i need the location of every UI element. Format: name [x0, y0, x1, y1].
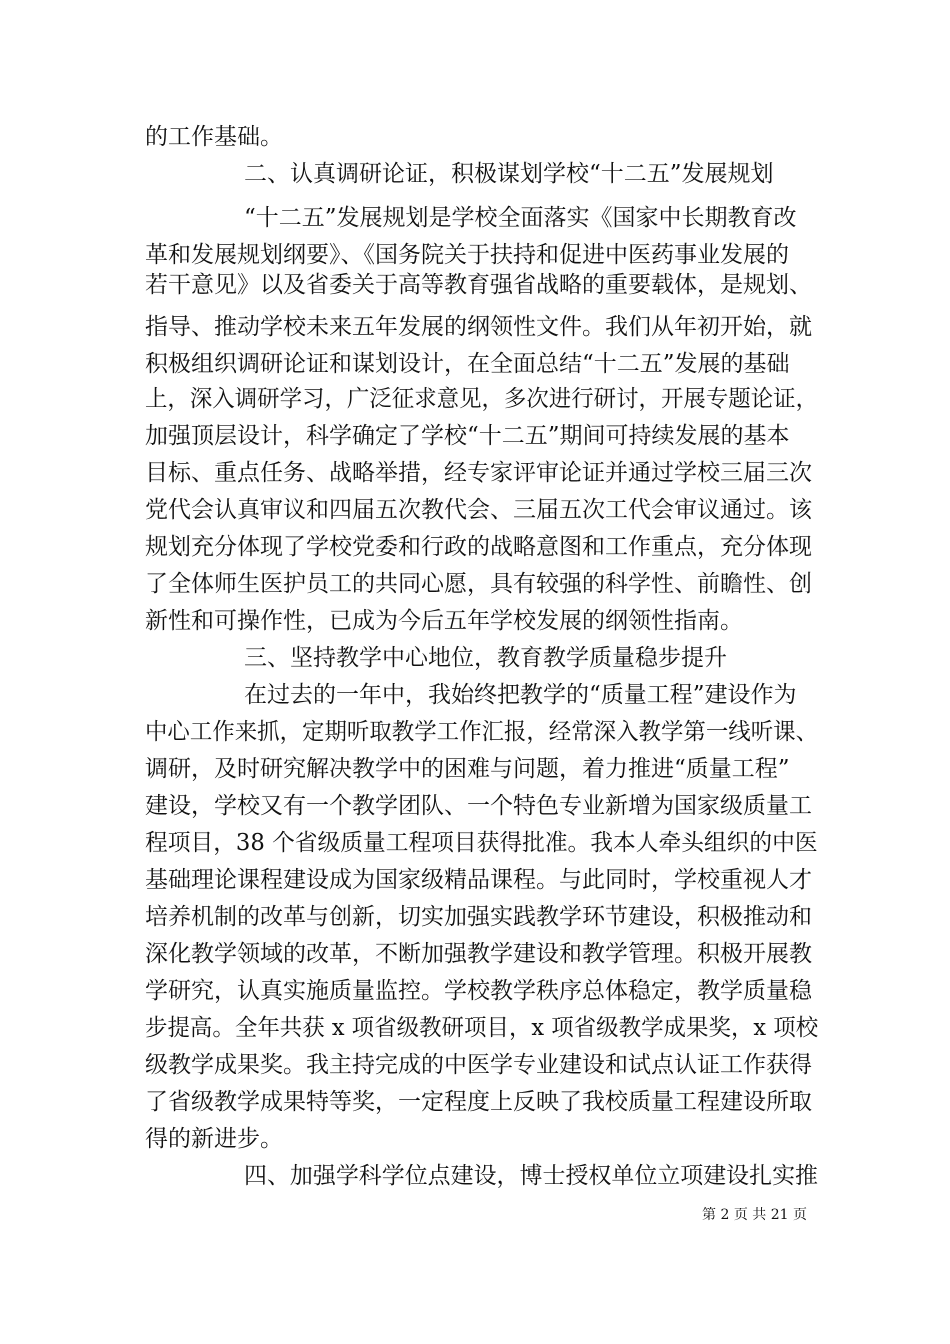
text-line: 目标、重点任务、战略举措，经专家评审论证并通过学校三届三次	[145, 460, 812, 486]
text-line: 步提高。全年共获 x 项省级教研项目，x 项省级教学成果奖，x 项校	[145, 1015, 819, 1041]
text-line: 培养机制的改革与创新，切实加强实践教学环节建设，积极推动和	[145, 904, 812, 930]
text-line: “十二五”发展规划是学校全面落实《国家中长期教育改	[244, 205, 797, 231]
text-line: 建设，学校又有一个教学团队、一个特色专业新增为国家级质量工	[145, 793, 812, 819]
text-line: 程项目，38 个省级质量工程项目获得批准。我本人牵头组织的中医	[145, 830, 818, 856]
text-line: 上，深入调研学习，广泛征求意见，多次进行研讨，开展专题论证，	[145, 386, 818, 412]
text-line: 加强顶层设计，科学确定了学校“十二五”期间可持续发展的基本	[145, 423, 790, 449]
text-line: 级教学成果奖。我主持完成的中医学专业建设和试点认证工作获得	[145, 1052, 812, 1078]
text-line: 新性和可操作性，已成为今后五年学校发展的纲领性指南。	[145, 608, 743, 634]
section-heading-3: 三、坚持教学中心地位，教育教学质量稳步提升	[244, 645, 727, 671]
text-line: 积极组织调研论证和谋划设计，在全面总结“十二五”发展的基础	[145, 351, 790, 377]
text-line: 的工作基础。	[145, 124, 283, 150]
text-line: 深化教学领域的改革，不断加强教学建设和教学管理。积极开展教	[145, 941, 812, 967]
page-number-footer: 第 2 页 共 21 页	[702, 1207, 807, 1223]
text-line: 了全体师生医护员工的共同心愿，具有较强的科学性、前瞻性、创	[145, 571, 812, 597]
text-line: 中心工作来抓，定期听取教学工作汇报，经常深入教学第一线听课、	[145, 719, 818, 745]
text-line: 指导、推动学校未来五年发展的纲领性文件。我们从年初开始，就	[145, 314, 812, 340]
text-line: 学研究，认真实施质量监控。学校教学秩序总体稳定，教学质量稳	[145, 978, 812, 1004]
text-line: 得的新进步。	[145, 1126, 283, 1152]
text-line: 了省级教学成果特等奖，一定程度上反映了我校质量工程建设所取	[145, 1089, 812, 1115]
section-heading-2: 二、认真调研论证，积极谋划学校“十二五”发展规划	[244, 161, 774, 187]
text-line: 基础理论课程建设成为国家级精品课程。与此同时，学校重视人才	[145, 867, 812, 893]
text-line: 规划充分体现了学校党委和行政的战略意图和工作重点，充分体现	[145, 534, 812, 560]
text-line: 革和发展规划纲要》、《国务院关于扶持和促进中医药事业发展的	[145, 242, 789, 268]
text-line: 调研，及时研究解决教学中的困难与问题，着力推进“质量工程”	[145, 756, 790, 782]
text-line: 在过去的一年中，我始终把教学的“质量工程”建设作为	[244, 682, 797, 708]
section-heading-4: 四、加强学科学位点建设，博士授权单位立项建设扎实推	[244, 1163, 818, 1189]
text-line: 若干意见》以及省委关于高等教育强省战略的重要载体，是规划、	[145, 272, 812, 298]
text-line: 党代会认真审议和四届五次教代会、三届五次工代会审议通过。该	[145, 497, 812, 523]
